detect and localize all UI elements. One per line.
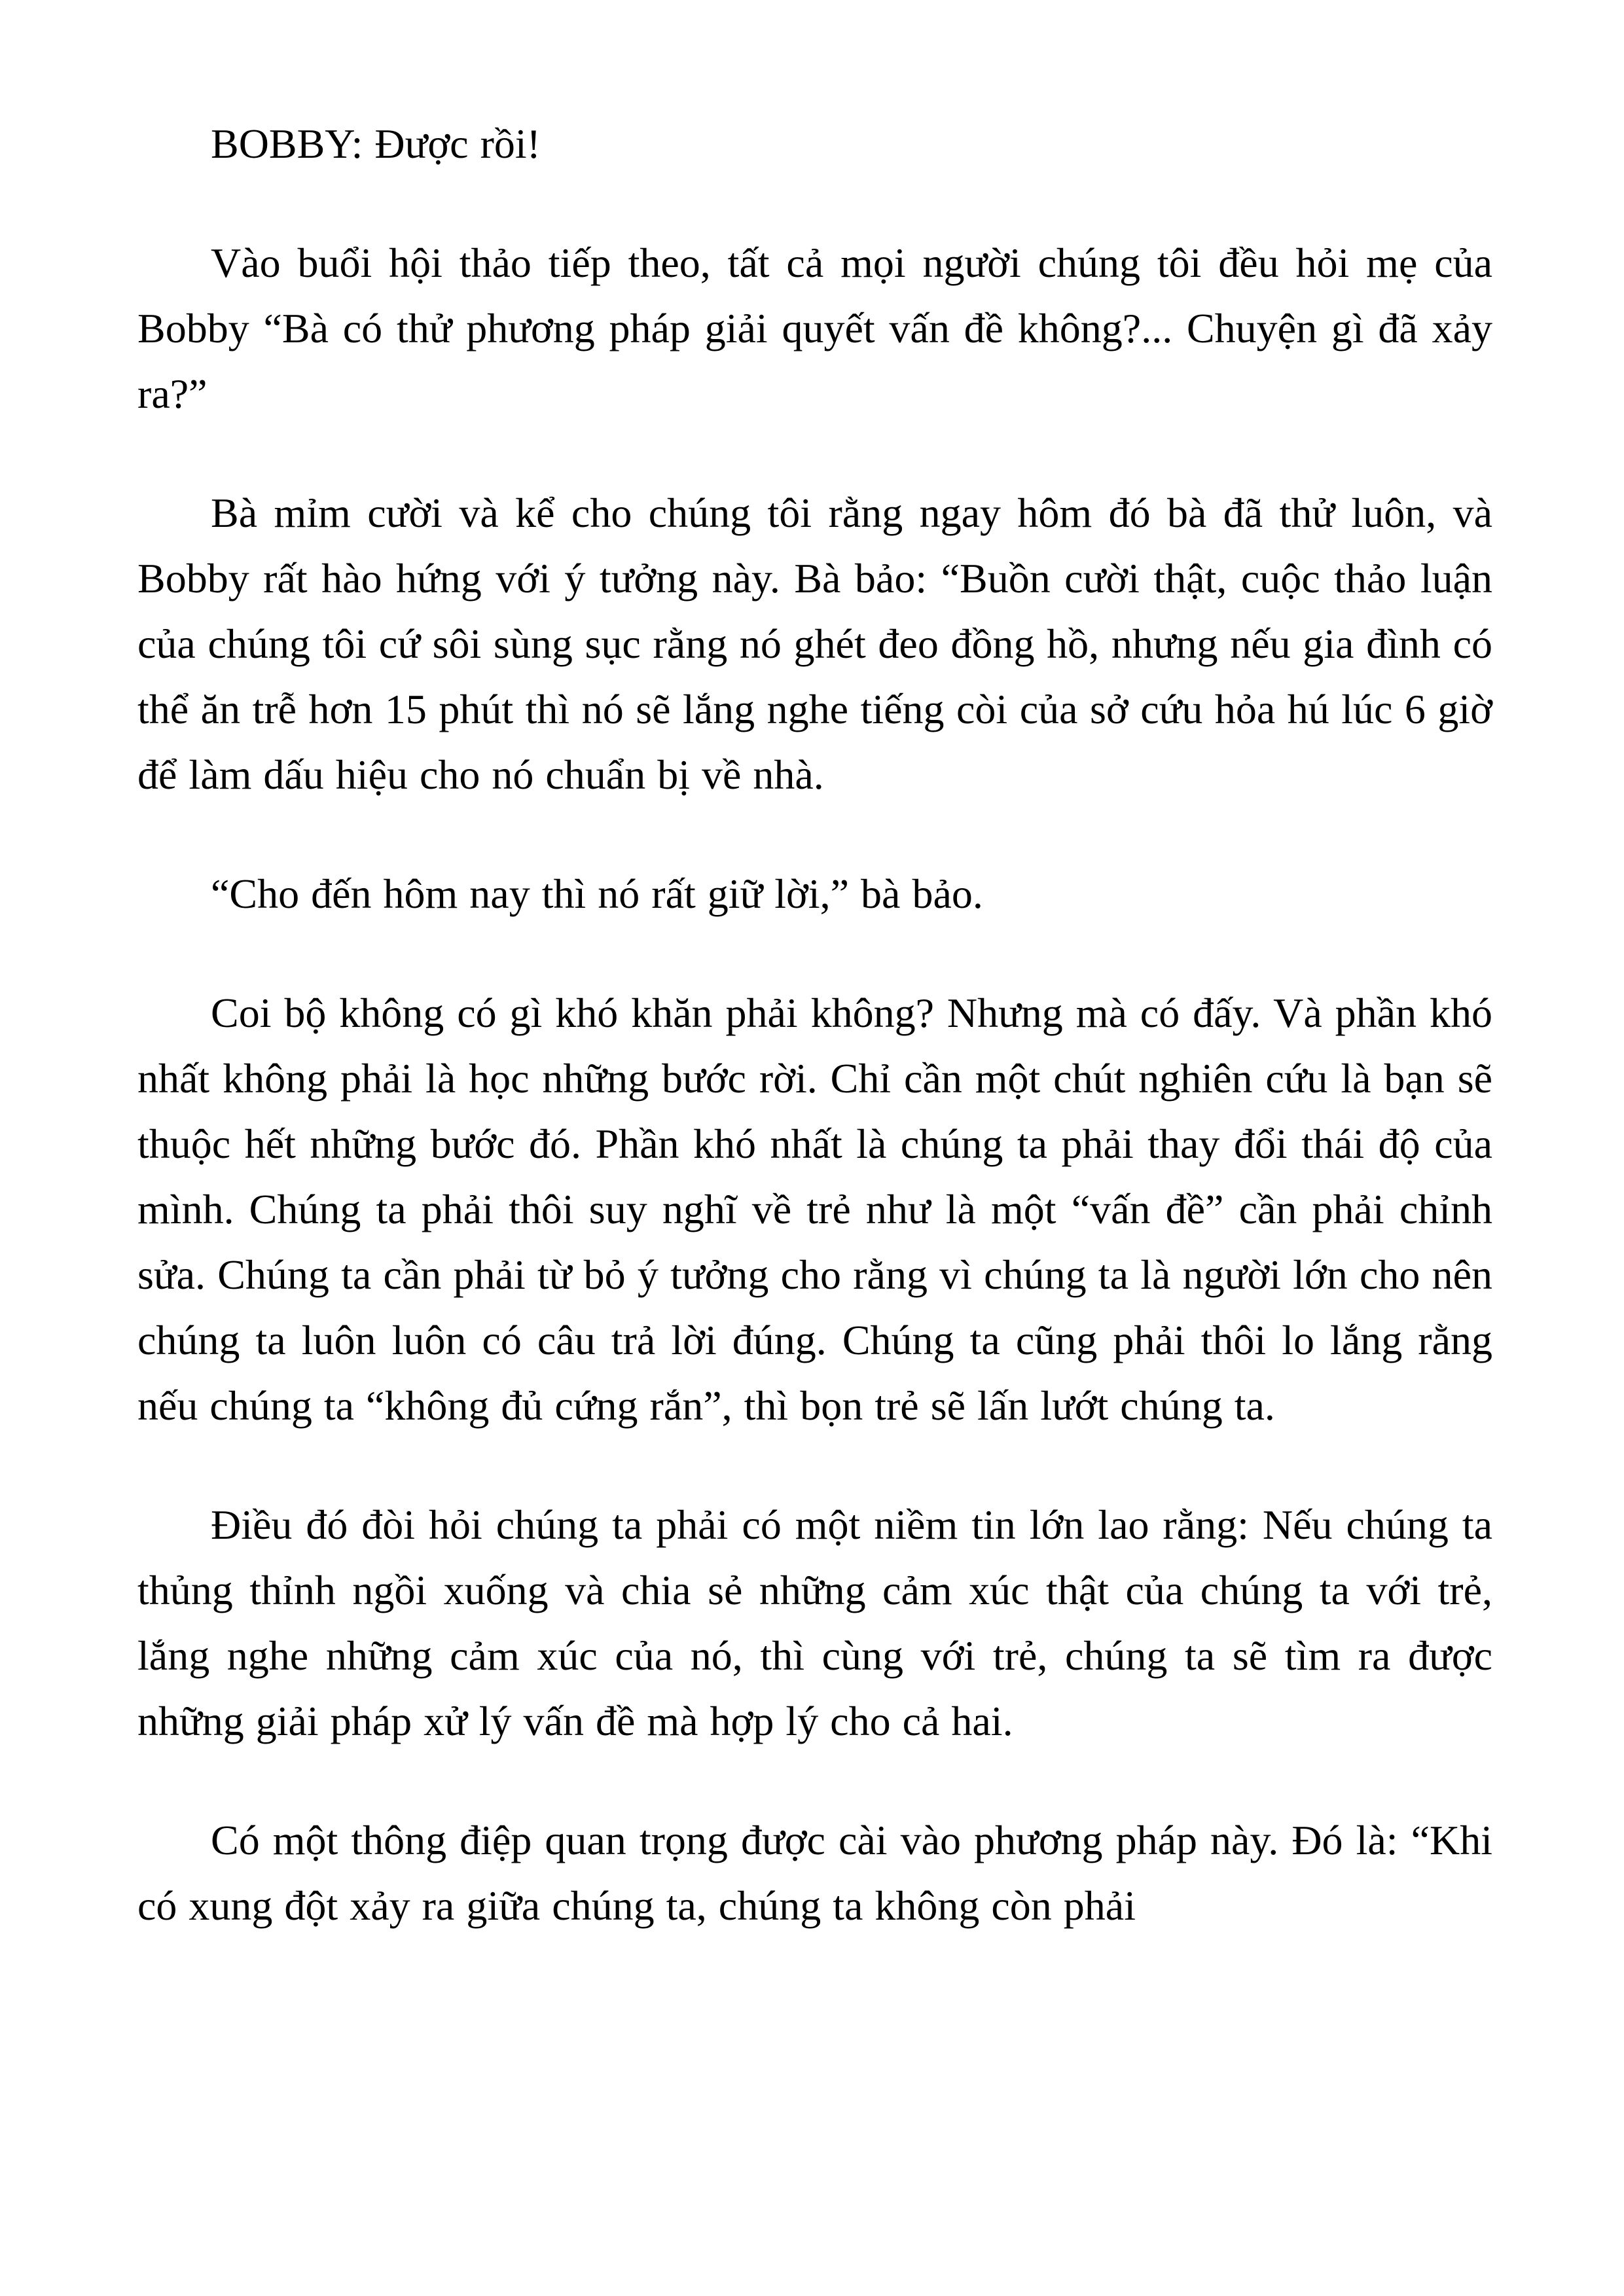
paragraph-5: Coi bộ không có gì khó khăn phải không? Nhưng mà có đấy. Và phần khó nhất không phải là học những bước rời. Chỉ cần một chút nghiên cứu là bạn sẽ thuộc hết những bước đó. Phần khó nhất là chúng ta phải thay đổi thái độ của mình. Chúng ta phải thôi suy nghĩ về trẻ như là một “vấn đề” cần phải chỉnh sửa. Chúng ta cần phải từ bỏ ý tưởng cho rằng vì chúng ta là người lớn cho nên chúng ta luôn luôn có câu trả lời đúng. Chúng ta cũng phải thôi lo lắng rằng nếu chúng ta “không đủ cứng rắn”, thì bọn trẻ sẽ lấn lướt chúng ta. (137, 990, 1492, 1429)
paragraph-4: “Cho đến hôm nay thì nó rất giữ lời,” bà bảo. (211, 870, 983, 917)
paragraph-6: Điều đó đòi hỏi chúng ta phải có một niềm tin lớn lao rằng: Nếu chúng ta thủng thỉnh ngồi xuống và chia sẻ những cảm xúc thật của chúng ta với trẻ, lắng nghe những cảm xúc của nó, thì cùng với trẻ, chúng ta sẽ tìm ra được những giải pháp xử lý vấn đề mà hợp lý cho cả hai. (137, 1501, 1492, 1744)
paragraph-3: Bà mỉm cười và kể cho chúng tôi rằng ngay hôm đó bà đã thử luôn, và Bobby rất hào hứng với ý tưởng này. Bà bảo: “Buồn cười thật, cuộc thảo luận của chúng tôi cứ sôi sùng sục rằng nó ghét đeo đồng hồ, nhưng nếu gia đình có thể ăn trễ hơn 15 phút thì nó sẽ lắng nghe tiếng còi của sở cứu hỏa hú lúc 6 giờ để làm dấu hiệu cho nó chuẩn bị về nhà. (137, 490, 1492, 798)
paragraph-2: Vào buổi hội thảo tiếp theo, tất cả mọi người chúng tôi đều hỏi mẹ của Bobby “Bà có thử phương pháp giải quyết vấn đề không?... Chuyện gì đã xảy ra?” (137, 240, 1492, 417)
paragraph-1: BOBBY: Được rồi! (211, 120, 541, 167)
paragraph-7: Có một thông điệp quan trọng được cài vào phương pháp này. Đó là: “Khi có xung đột xảy ra giữa chúng ta, chúng ta không còn phải (137, 1817, 1492, 1929)
page-text-block (137, 111, 1492, 1939)
